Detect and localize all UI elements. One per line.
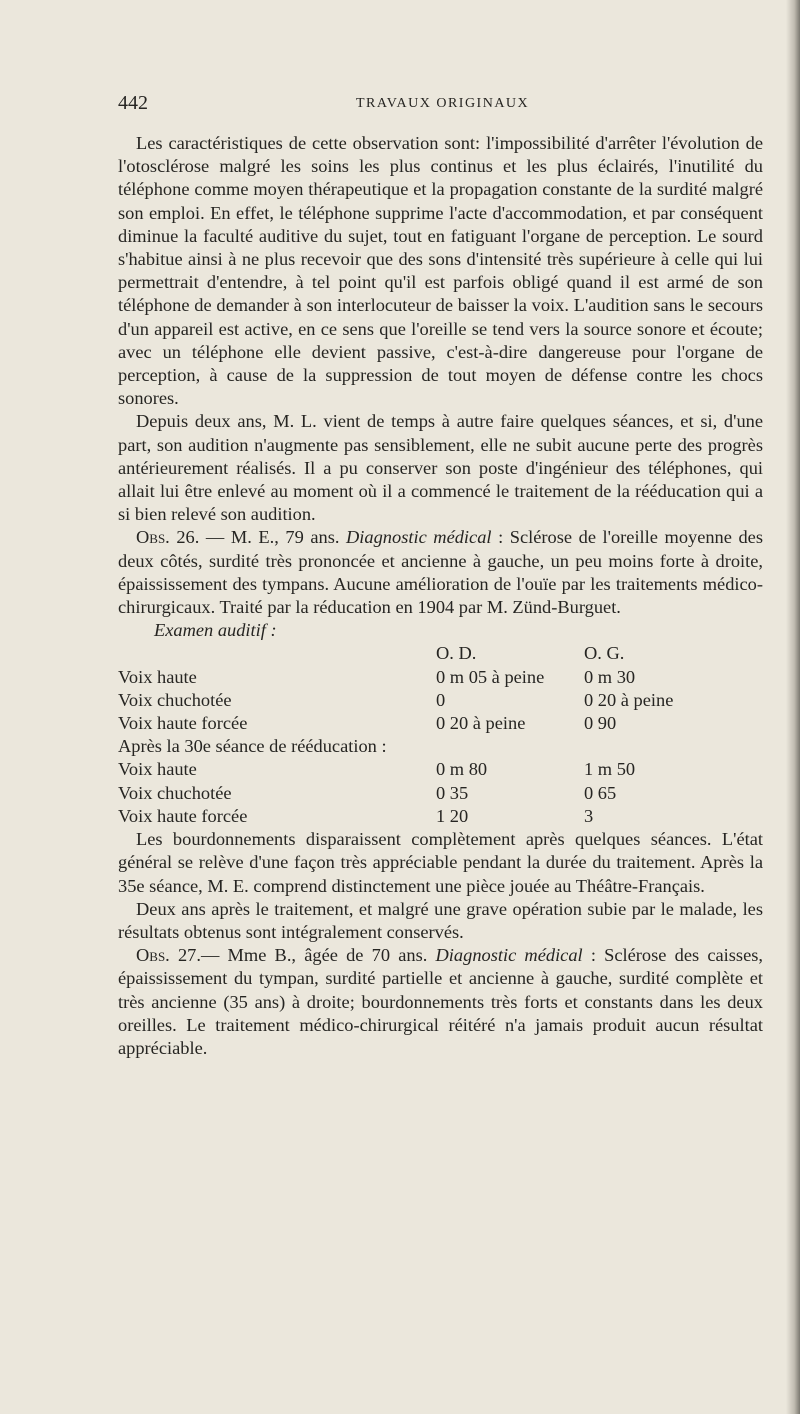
row-label: Voix haute xyxy=(118,666,197,687)
row-od: 0 m 05 à peine xyxy=(436,666,545,687)
row-og: 0 m 30 xyxy=(584,666,636,687)
row-og: 0 65 xyxy=(584,782,617,803)
obs27-patient: — Mme B., âgée de 70 ans. xyxy=(200,945,436,966)
obs27-diagnostic-label: Diagnostic médical xyxy=(435,945,583,966)
page-edge-shadow xyxy=(786,0,800,1414)
obs26-diagnostic-label: Diagnostic médical xyxy=(346,527,492,548)
table-row xyxy=(118,805,744,828)
row-label: Voix haute forcée xyxy=(118,805,248,826)
obs26-patient: — M. E., 79 ans. xyxy=(199,527,347,548)
obs27-text: : Sclérose des caisses, épaississement du tympan, surdité partielle et ancienne à gauche, surdité complète et très ancienne (35 ans) à droite; bourdonnements très forts et constants dans les deux oreilles. Le traitement médico-chirurgical réitéré n'a jamais produit aucun résultat appréciable. xyxy=(118,945,764,1058)
page-number: 442 xyxy=(118,92,148,114)
paragraph-long-term: Deux ans après le traitement, et malgré une grave opération subie par le malade, les résultats obtenus sont intégralement conservés. xyxy=(118,898,763,942)
table-row xyxy=(118,712,744,735)
row-od: 0 xyxy=(436,689,446,710)
exam-title: Examen auditif : xyxy=(154,620,277,641)
col-og-header: O. G. xyxy=(584,643,625,664)
row-od: 0 20 à peine xyxy=(436,713,526,734)
exam-subheading: Après la 30e séance de rééducation : xyxy=(118,736,387,757)
paragraph-results: Les bourdonnements disparaissent complètement après quelques séances. L'état général se relève d'une façon très appréciable pendant la durée du traitement. Après la 35e séance, M. E. comprend distinctement une pièce jouée au Théâtre-Français. xyxy=(118,829,763,896)
row-og: 0 90 xyxy=(584,713,617,734)
row-od: 1 20 xyxy=(436,805,469,826)
paragraph-follow-up: Depuis deux ans, M. L. vient de temps à autre faire quelques séances, et si, d'une part, son audition n'augmente pas sensiblement, elle ne subit aucune perte des progrès antérieurement réalisés. Il a pu conserver son poste d'ingénieur des téléphones, qui allait lui être enlevé au moment où il a commencé le traitement de la rééducation qui a si bien relevé son audition. xyxy=(118,411,763,525)
row-og: 0 20 à peine xyxy=(584,689,674,710)
page-header xyxy=(118,92,763,118)
row-label: Voix haute xyxy=(118,759,197,780)
obs27-label: Obs. 27. xyxy=(136,945,201,966)
paragraph-observation-26 xyxy=(118,526,763,619)
table-row xyxy=(118,758,744,781)
row-od: 0 m 80 xyxy=(436,759,488,780)
row-og: 1 m 50 xyxy=(584,759,636,780)
row-label: Voix chuchotée xyxy=(118,782,232,803)
row-od: 0 35 xyxy=(436,782,469,803)
col-od-header: O. D. xyxy=(436,643,477,664)
table-row xyxy=(118,666,744,689)
running-title: TRAVAUX ORIGINAUX xyxy=(356,96,530,111)
obs26-label: Obs. 26. xyxy=(136,527,200,548)
exam-header-row xyxy=(118,642,744,665)
table-row xyxy=(118,782,744,805)
paragraph-conclusion: Les caractéristiques de cette observation sont: l'impossibilité d'arrêter l'évolution de l'otosclérose malgré les soins les plus continus et les plus éclairés, l'inutilité du téléphone comme moyen thérapeutique et la propagation constante de la surdité malgré son emploi. En effet, le téléphone supprime l'acte d'accommodation, et par conséquent diminue la faculté auditive du sujet, tout en fatiguant l'organe de perception. Le sourd s'habitue ainsi à ne plus recevoir que des sons d'intensité très supérieure à celle qui lui permettrait d'entendre, à tel point qu'il est parfois obligé quand il est armé de son téléphone de demander à son interlocuteur de baisser la voix. L'audition sans le secours d'un appareil est active, en ce sens que l'oreille se tend vers la source sonore et écoute; avec un téléphone elle devient passive, c'est-à-dire dangereuse pour l'organe de perception, à cause de la suppression de tout moyen de défense contre les chocs sonores. xyxy=(118,133,763,409)
row-label: Voix chuchotée xyxy=(118,689,232,710)
hearing-exam-table xyxy=(118,642,744,828)
obs26-text: : Sclérose de l'oreille moyenne des deux côtés, surdité très prononcée et ancienne à gauche, un peu moins forte à droite, épaississement des tympans. Aucune amélioration de l'ouïe par les traitements médico-chirurgicaux. Traité par la réducation en 1904 par M. Zünd-Burguet. xyxy=(118,527,763,618)
exam-subheading-row xyxy=(118,735,744,758)
paragraph-observation-27 xyxy=(118,944,763,1060)
body-text xyxy=(118,132,763,1060)
table-row xyxy=(118,689,744,712)
row-og: 3 xyxy=(584,805,594,826)
row-label: Voix haute forcée xyxy=(118,713,248,734)
